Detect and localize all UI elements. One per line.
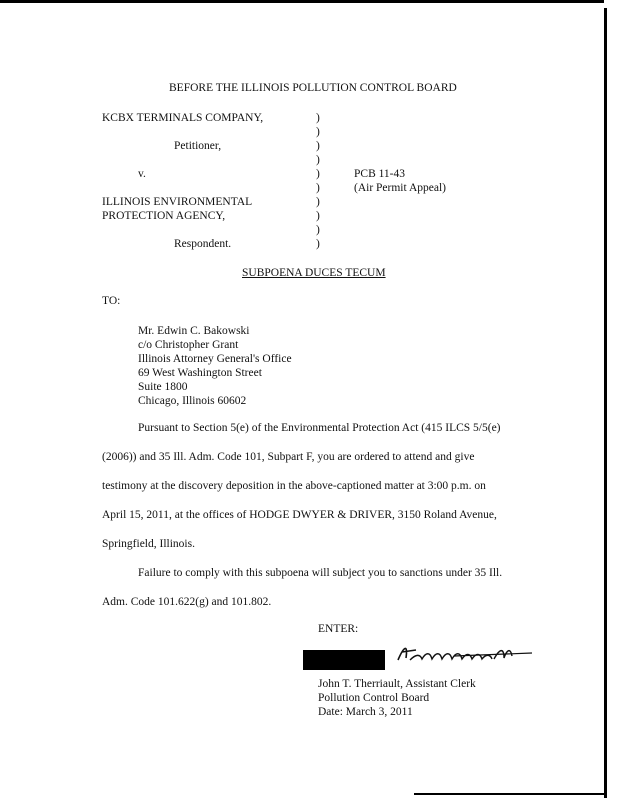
body-line: Adm. Code 101.622(g) and 101.802. [102,596,272,608]
caption-paren: ) [316,126,320,138]
body-line: April 15, 2011, at the offices of HODGE DWYER & DRIVER, 3150 Roland Avenue, [102,509,497,521]
caption-paren: ) [316,140,320,152]
caption-paren: ) [316,196,320,208]
caption-paren: ) [316,154,320,166]
signer-name-title: John T. Therriault, Assistant Clerk [318,678,476,690]
addressee-line: Chicago, Illinois 60602 [138,395,247,407]
addressee-line: Illinois Attorney General's Office [138,353,292,365]
to-label: TO: [102,295,121,307]
case-type: (Air Permit Appeal) [354,182,446,194]
body-line: Pursuant to Section 5(e) of the Environmental Protection Act (415 ILCS 5/5(e) [138,422,501,434]
signer-office: Pollution Control Board [318,692,430,704]
scan-border-bottom [414,793,606,795]
scan-border-top [0,0,604,3]
caption-paren: ) [316,168,320,180]
body-line: testimony at the discovery deposition in the above-captioned matter at 3:00 p.m. on [102,480,486,492]
caption-paren: ) [316,224,320,236]
caption-paren: ) [316,182,320,194]
body-line: Springfield, Illinois. [102,538,195,550]
caption-paren: ) [316,238,320,250]
respondent-name-line2: PROTECTION AGENCY, [102,210,226,222]
petitioner-role: Petitioner, [174,140,222,152]
caption-paren: ) [316,210,320,222]
document-title: SUBPOENA DUCES TECUM [242,267,386,279]
versus-label: v. [138,168,146,180]
respondent-role: Respondent. [174,238,232,250]
addressee-line: 69 West Washington Street [138,367,262,379]
body-line: Failure to comply with this subpoena will subject you to sanctions under 35 Ill. [138,567,503,579]
case-number: PCB 11-43 [354,168,406,180]
addressee-line: Mr. Edwin C. Bakowski [138,325,250,337]
respondent-name-line1: ILLINOIS ENVIRONMENTAL [102,196,253,208]
board-header: BEFORE THE ILLINOIS POLLUTION CONTROL BOARD [169,82,457,94]
addressee-line: c/o Christopher Grant [138,339,239,351]
petitioner-name: KCBX TERMINALS COMPANY, [102,112,264,124]
handwritten-signature [394,640,534,668]
scan-border-right [604,8,607,798]
enter-label: ENTER: [318,623,359,635]
redaction-block [303,650,385,670]
signature-date: Date: March 3, 2011 [318,706,413,718]
body-line: (2006)) and 35 Ill. Adm. Code 101, Subpart F, you are ordered to attend and give [102,451,475,463]
addressee-line: Suite 1800 [138,381,188,393]
caption-paren: ) [316,112,320,124]
